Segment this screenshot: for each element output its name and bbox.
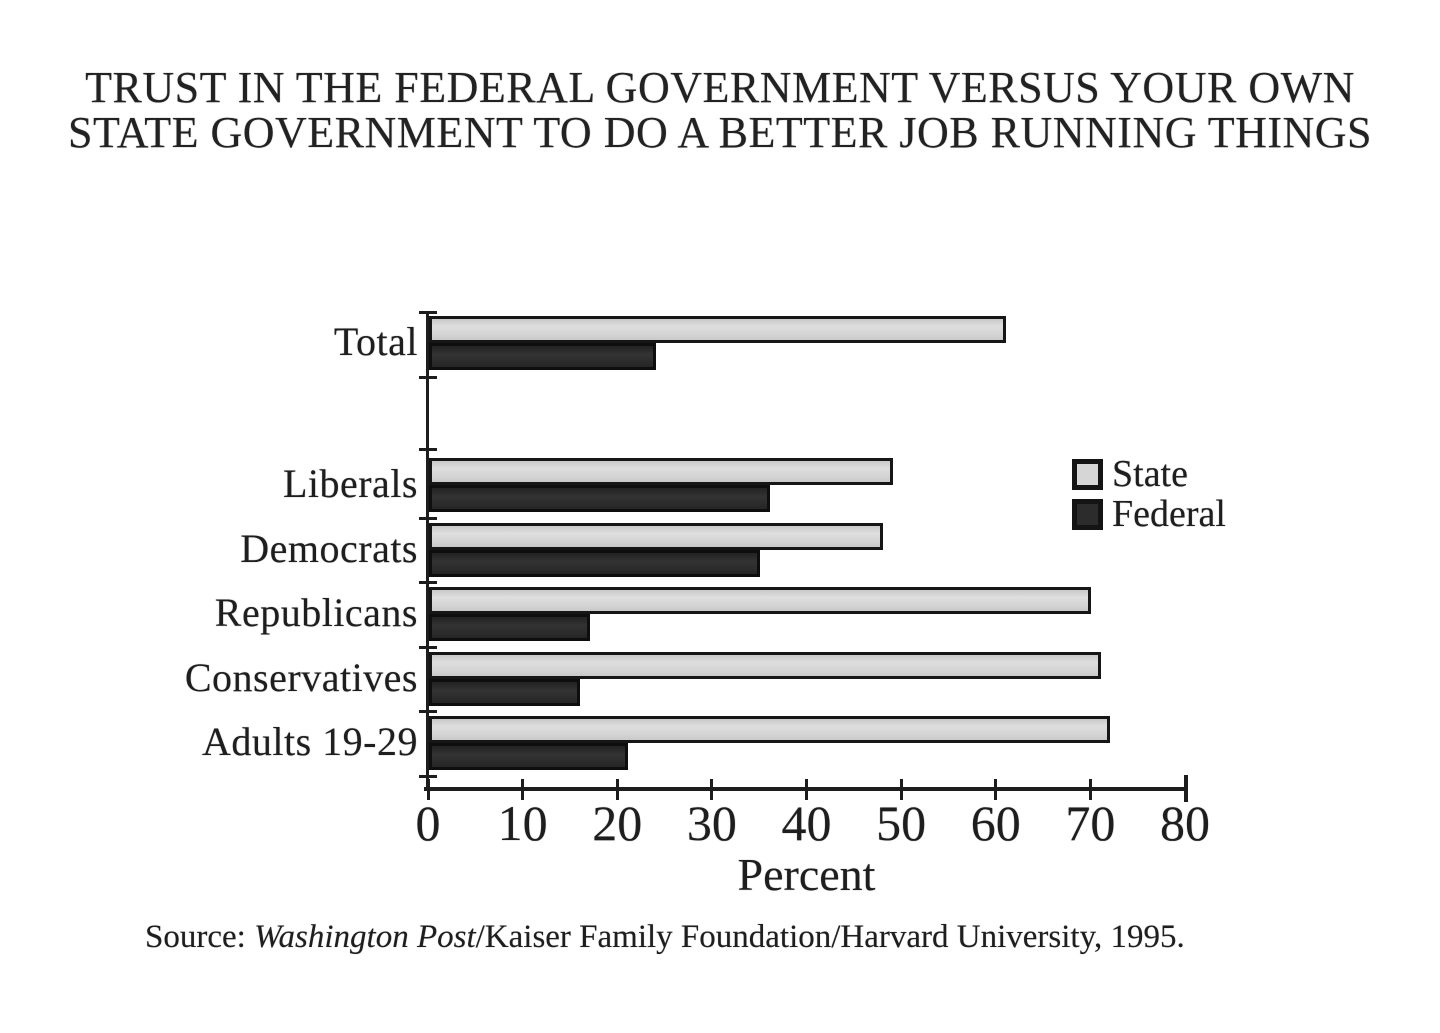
bar-federal-conservatives — [429, 679, 580, 706]
y-tick-4 — [419, 581, 437, 584]
bar-federal-democrats — [429, 550, 760, 577]
category-label-republicans: Republicans — [214, 590, 418, 636]
legend-item-federal — [1072, 494, 1226, 534]
bar-state-democrats — [429, 523, 883, 550]
x-axis-label: Percent — [737, 849, 876, 900]
y-tick-7 — [419, 775, 437, 778]
source-prefix: Source: — [145, 919, 255, 955]
y-tick-5 — [419, 646, 437, 649]
x-tick-label-60: 60 — [970, 795, 1021, 851]
bar-state-adults-19-29 — [429, 716, 1110, 743]
legend-swatch-federal — [1072, 499, 1103, 530]
category-label-adults-19-29: Adults 19-29 — [202, 719, 418, 765]
x-tick-label-30: 30 — [686, 795, 737, 851]
x-tick-label-80: 80 — [1160, 795, 1210, 851]
legend — [1072, 454, 1226, 534]
y-tick-6 — [419, 710, 437, 713]
chart-title-line1: TRUST IN THE FEDERAL GOVERNMENT VERSUS YOUR OWN — [85, 63, 1355, 112]
y-tick-0 — [419, 311, 437, 314]
y-tick-2 — [419, 448, 437, 451]
source-line — [145, 918, 1185, 958]
source-rest: /Kaiser Family Foundation/Harvard University, 1995. — [475, 919, 1185, 955]
y-tick-1 — [419, 376, 437, 379]
x-tick-label-10: 10 — [497, 795, 548, 851]
bar-state-conservatives — [429, 652, 1101, 679]
bar-state-republicans — [429, 587, 1091, 614]
x-tick-label-40: 40 — [781, 795, 832, 851]
x-tick-label-20: 20 — [592, 795, 643, 851]
legend-item-state — [1072, 454, 1226, 494]
y-tick-3 — [419, 517, 437, 520]
y-axis — [426, 311, 429, 791]
bar-federal-total — [429, 343, 656, 370]
x-tick-label-50: 50 — [876, 795, 927, 851]
chart-title-line2: STATE GOVERNMENT TO DO A BETTER JOB RUNNING THINGS — [67, 107, 1373, 157]
bar-federal-liberals — [429, 485, 770, 512]
category-label-liberals: Liberals — [282, 461, 418, 507]
category-label-total: Total — [333, 319, 418, 365]
bar-state-total — [429, 316, 1006, 343]
x-tick-label-0: 0 — [415, 795, 441, 851]
legend-swatch-state — [1072, 459, 1103, 490]
legend-label-federal: Federal — [1112, 493, 1226, 535]
source-publication: Washington Post — [254, 919, 476, 955]
category-label-conservatives: Conservatives — [184, 654, 418, 700]
bar-federal-republicans — [429, 614, 590, 641]
category-label-democrats: Democrats — [240, 525, 418, 571]
legend-label-state: State — [1112, 453, 1188, 495]
bar-federal-adults-19-29 — [429, 743, 628, 770]
x-tick-label-70: 70 — [1065, 795, 1116, 851]
bar-state-liberals — [429, 458, 893, 485]
